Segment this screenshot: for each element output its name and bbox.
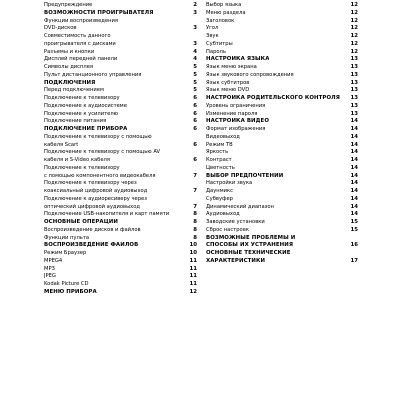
toc-page-number: 8	[193, 234, 197, 241]
toc-page-number: 10	[189, 242, 197, 249]
toc-page-number: 13	[350, 110, 358, 117]
toc-entry-title: Подключение к аудиоресиверу через	[44, 195, 147, 202]
toc-page-number: 12	[350, 2, 358, 8]
toc-section-heading	[206, 173, 358, 181]
toc-page-number: 14	[350, 180, 358, 187]
toc-page-number: 5	[193, 64, 197, 70]
toc-entry	[44, 188, 197, 196]
toc-entry-title: Субвуфер	[206, 195, 233, 202]
toc-entry	[44, 273, 197, 281]
toc-section-heading	[44, 126, 197, 134]
toc-entry	[44, 211, 197, 219]
toc-entry	[44, 266, 197, 274]
toc-entry	[44, 134, 197, 142]
toc-entry-title: Настройки звука	[206, 180, 253, 187]
toc-entry	[206, 196, 358, 204]
toc-entry	[206, 219, 358, 227]
toc-page-number: 15	[350, 219, 358, 225]
toc-entry	[44, 258, 197, 266]
toc-page-number: 14	[350, 203, 358, 210]
toc-entry-title: Видеовыход	[206, 133, 240, 140]
toc-entry-title: коаксиальный цифровой аудиовыход	[44, 188, 148, 194]
toc-entry	[206, 64, 358, 72]
toc-page-number: 8	[193, 226, 197, 233]
toc-entry-title: Формат изображения	[206, 126, 266, 132]
toc-entry-title: Аудиовыход	[206, 211, 240, 218]
toc-entry-title: Подключение к усилителю	[44, 110, 118, 117]
toc-entry-title: Сброс настроек	[206, 226, 250, 233]
toc-entry	[44, 180, 197, 188]
toc-entry-title: ВЫБОР ПРЕДПОЧТЕНИЙ	[206, 172, 284, 179]
toc-page-number: 13	[350, 87, 358, 94]
toc-page-number: 3	[193, 9, 197, 16]
toc-entry	[206, 204, 358, 212]
toc-entry-title: проигрывателя с дисками	[44, 40, 116, 47]
toc-entry-title: Воспроизведение дисков и файлов	[44, 226, 141, 233]
toc-page-number: 16	[350, 242, 358, 249]
toc-page-number: 14	[350, 172, 358, 179]
toc-page-number: 3	[193, 40, 197, 47]
toc-entry-title: Подключение к телевизору через	[44, 180, 137, 187]
toc-entry	[206, 211, 358, 219]
toc-page-number: 12	[350, 40, 358, 47]
toc-page-number: 4	[193, 56, 197, 63]
toc-page-number: 6	[193, 126, 197, 132]
toc-page-number: 12	[350, 33, 358, 39]
toc-section-heading	[206, 250, 358, 258]
toc-entry	[206, 188, 358, 196]
toc-page-number: 11	[189, 257, 197, 264]
toc-entry	[206, 80, 358, 88]
toc-entry	[206, 134, 358, 142]
toc-entry-title: Язык субтитров	[206, 79, 250, 86]
toc-entry	[44, 33, 197, 41]
toc-page-number: 17	[350, 257, 358, 264]
toc-section-heading	[206, 95, 358, 103]
toc-entry-title: Пароль	[206, 48, 226, 55]
toc-entry-title: ХАРАКТЕРИСТИКИ	[206, 257, 266, 264]
toc-entry-title: Угол	[206, 25, 219, 32]
toc-entry-title: МЕНЮ ПРИБОРА	[44, 288, 97, 295]
toc-entry-title: Заголовок	[206, 17, 235, 24]
toc-page-number: 14	[350, 141, 358, 148]
toc-page-number: 14	[350, 195, 358, 202]
toc-section-heading	[44, 289, 197, 297]
toc-entry	[206, 180, 358, 188]
toc-page-number: 14	[350, 149, 358, 156]
toc-page-number: 6	[193, 157, 197, 163]
toc-page-number: 11	[189, 273, 197, 280]
toc-entry-title: Подключение к телевизору	[44, 95, 120, 101]
toc-entry-title: Субтитры	[206, 40, 233, 47]
toc-entry-title: Язык звукового сопровождения	[206, 71, 294, 78]
toc-entry-title: Подключение к телевизору	[44, 164, 120, 171]
toc-entry	[44, 49, 197, 57]
toc-entry-title: НАСТРОЙКА ЯЗЫКА	[206, 56, 270, 63]
toc-entry	[206, 41, 358, 49]
toc-page-number: 12	[350, 25, 358, 32]
toc-page-number: 6	[193, 102, 197, 109]
toc-entry-title: Подключение USB-накопителя и карт памяти	[44, 211, 170, 218]
toc-entry-title: ПОДКЛЮЧЕНИЯ	[44, 79, 96, 86]
toc-section-heading	[206, 235, 358, 243]
toc-entry-title: Предупреждение	[44, 2, 93, 8]
toc-page-number: 15	[350, 226, 358, 233]
toc-entry-title: Подключение к аудиосистеме	[44, 102, 127, 109]
toc-page-number: 11	[189, 265, 197, 272]
toc-page-number: 6	[193, 141, 197, 148]
toc-page-number: 7	[193, 172, 197, 179]
toc-entry-title: СПОСОБЫ ИХ УСТРАНЕНИЯ	[206, 242, 294, 249]
toc-page-number: 14	[350, 157, 358, 163]
toc-entry-title: DVD-дисков	[44, 25, 77, 32]
toc-page-number: 5	[193, 87, 197, 94]
toc-entry	[44, 149, 197, 157]
toc-entry-title: оптический цифровой аудиовыход	[44, 203, 141, 210]
toc-entry-title: Заводские установки	[206, 219, 265, 225]
toc-section-heading	[44, 80, 197, 88]
toc-entry-title: Контраст	[206, 157, 232, 163]
toc-page-number: 13	[350, 95, 358, 101]
toc-entry	[44, 41, 197, 49]
toc-entry	[44, 87, 197, 95]
toc-entry	[44, 103, 197, 111]
toc-entry-title: Изменение пароля	[206, 110, 258, 117]
toc-entry	[44, 157, 197, 165]
toc-page-number: 12	[350, 48, 358, 55]
toc-page-number: 12	[189, 288, 197, 295]
toc-entry-title: Уровень ограничения	[206, 102, 266, 109]
toc-page-number: 14	[350, 188, 358, 194]
toc-entry-title: Звук	[206, 33, 219, 39]
toc-page-number: 6	[193, 95, 197, 101]
toc-entry	[206, 18, 358, 26]
toc-entry-title: ПОДКЛЮЧЕНИЕ ПРИБОРА	[44, 126, 128, 132]
toc-page-number: 13	[350, 79, 358, 86]
toc-entry	[206, 10, 358, 18]
toc-entry-title: MP3	[44, 265, 55, 272]
toc-entry	[206, 227, 358, 235]
toc-entry-title: ВОЗМОЖНОСТИ ПРОИГРЫВАТЕЛЯ	[44, 9, 154, 16]
toc-entry	[44, 142, 197, 150]
toc-page-number: 2	[193, 2, 197, 8]
toc-section-heading	[206, 258, 358, 266]
toc-entry-title: Динамический диапазон	[206, 203, 274, 210]
toc-page-number: 14	[350, 164, 358, 171]
toc-entry	[44, 64, 197, 72]
toc-entry-title: Режим ТВ	[206, 141, 233, 148]
toc-entry-title: кабеля Scart	[44, 141, 79, 148]
toc-entry-title: Подключение питания	[44, 118, 107, 125]
toc-entry	[44, 25, 197, 33]
toc-entry	[206, 72, 358, 80]
toc-entry	[44, 227, 197, 235]
toc-page-number: 12	[350, 9, 358, 16]
toc-entry-title: MPEG4	[44, 257, 63, 264]
toc-entry-title: Язык меню DVD	[206, 87, 250, 94]
toc-entry-title: Дисплей передней панели	[44, 56, 118, 63]
toc-entry-title: Язык меню экрана	[206, 64, 257, 70]
toc-entry-title: Разъемы и кнопки	[44, 48, 95, 55]
toc-entry	[206, 126, 358, 134]
toc-entry-title: JPEG	[44, 273, 56, 280]
toc-section-heading	[44, 219, 197, 227]
toc-entry-title: Цветность	[206, 164, 235, 171]
toc-section-heading	[206, 242, 358, 250]
toc-entry	[206, 103, 358, 111]
toc-page-number: 7	[193, 203, 197, 210]
toc-entry	[206, 149, 358, 157]
toc-section-heading	[206, 56, 358, 64]
toc-page-number: 14	[350, 126, 358, 132]
toc-entry-title: НАСТРОЙКА РОДИТЕЛЬСКОГО КОНТРОЛЯ	[206, 95, 340, 101]
toc-entry	[44, 204, 197, 212]
toc-entry-title: Символы дисплея	[44, 64, 94, 70]
toc-entry	[44, 56, 197, 64]
toc-entry	[44, 95, 197, 103]
toc-entry-title: Совместимость данного	[44, 33, 111, 39]
toc-entry	[44, 250, 197, 258]
toc-entry-title: ОСНОВНЫЕ ТЕХНИЧЕСКИЕ	[206, 250, 291, 256]
toc-page-number: 6	[193, 110, 197, 117]
toc-entry-title: ВОСПРОИЗВЕДЕНИЕ ФАЙЛОВ	[44, 242, 139, 249]
toc-entry-title: ОСНОВНЫЕ ОПЕРАЦИИ	[44, 219, 119, 225]
toc-page-number: 13	[350, 71, 358, 78]
toc-page-number: 13	[350, 102, 358, 109]
toc-entry	[44, 281, 197, 289]
toc-page-number: 8	[193, 219, 197, 225]
toc-entry	[206, 25, 358, 33]
toc-entry-title: кабеля и S-Video кабеля	[44, 157, 110, 163]
toc-entry-title: Пульт дистанционного управления	[44, 71, 142, 78]
toc-entry-title: Функции воспроизведения	[44, 17, 118, 24]
toc-entry	[44, 111, 197, 119]
toc-entry	[44, 72, 197, 80]
toc-entry	[44, 173, 197, 181]
toc-entry	[206, 165, 358, 173]
toc-page-number: 10	[189, 250, 197, 256]
toc-page-number: 4	[193, 48, 197, 55]
toc-page-number: 13	[350, 64, 358, 70]
toc-entry-title: Функции пульта	[44, 234, 90, 241]
toc-entry-title: ВОЗМОЖНЫЕ ПРОБЛЕМЫ И	[206, 234, 296, 241]
toc-entry-title: Kodak Picture CD	[44, 281, 89, 287]
toc-column-left	[44, 2, 197, 297]
toc-page-number: 5	[193, 79, 197, 86]
toc-entry	[206, 157, 358, 165]
toc-page-number: 14	[350, 211, 358, 218]
toc-entry-title: Яркость	[206, 149, 229, 156]
toc-column-right	[206, 2, 358, 266]
toc-page-number: 13	[350, 56, 358, 63]
toc-section-heading	[44, 242, 197, 250]
toc-page-number: 14	[350, 118, 358, 125]
toc-page-number: 3	[193, 25, 197, 32]
toc-entry-title: Выбор языка	[206, 2, 242, 8]
toc-page-number: 12	[350, 17, 358, 24]
toc-section-heading	[206, 118, 358, 126]
toc-entry	[206, 2, 358, 10]
toc-page-number: 8	[193, 211, 197, 218]
toc-entry-title: Подключение к телевизору с помощью AV	[44, 149, 161, 156]
toc-entry	[206, 87, 358, 95]
toc-entry	[44, 2, 197, 10]
toc-entry	[44, 18, 197, 26]
toc-page-number: 6	[193, 118, 197, 125]
toc-section-heading	[44, 10, 197, 18]
toc-page-number: 5	[193, 71, 197, 78]
toc-entry	[44, 165, 197, 173]
toc-entry-title: Даунмикс	[206, 188, 233, 194]
toc-entry-title: Меню раздела	[206, 9, 246, 16]
toc-page-number: 7	[193, 188, 197, 194]
toc-entry-title: Режим Браузер	[44, 250, 87, 256]
toc-entry	[44, 118, 197, 126]
toc-entry	[206, 142, 358, 150]
toc-entry	[206, 49, 358, 57]
toc-entry	[44, 235, 197, 243]
toc-entry	[44, 196, 197, 204]
toc-entry	[206, 111, 358, 119]
toc-page-number: 11	[189, 281, 197, 287]
toc-entry-title: Подключение к телевизору с помощью	[44, 133, 152, 140]
toc-page-number: 14	[350, 133, 358, 140]
toc-entry-title: с помощью компонентного видеокабеля	[44, 172, 156, 179]
toc-entry	[206, 33, 358, 41]
toc-entry-title: НАСТРОЙКА ВИДЕО	[206, 118, 270, 125]
toc-entry-title: Перед подключением	[44, 87, 104, 94]
